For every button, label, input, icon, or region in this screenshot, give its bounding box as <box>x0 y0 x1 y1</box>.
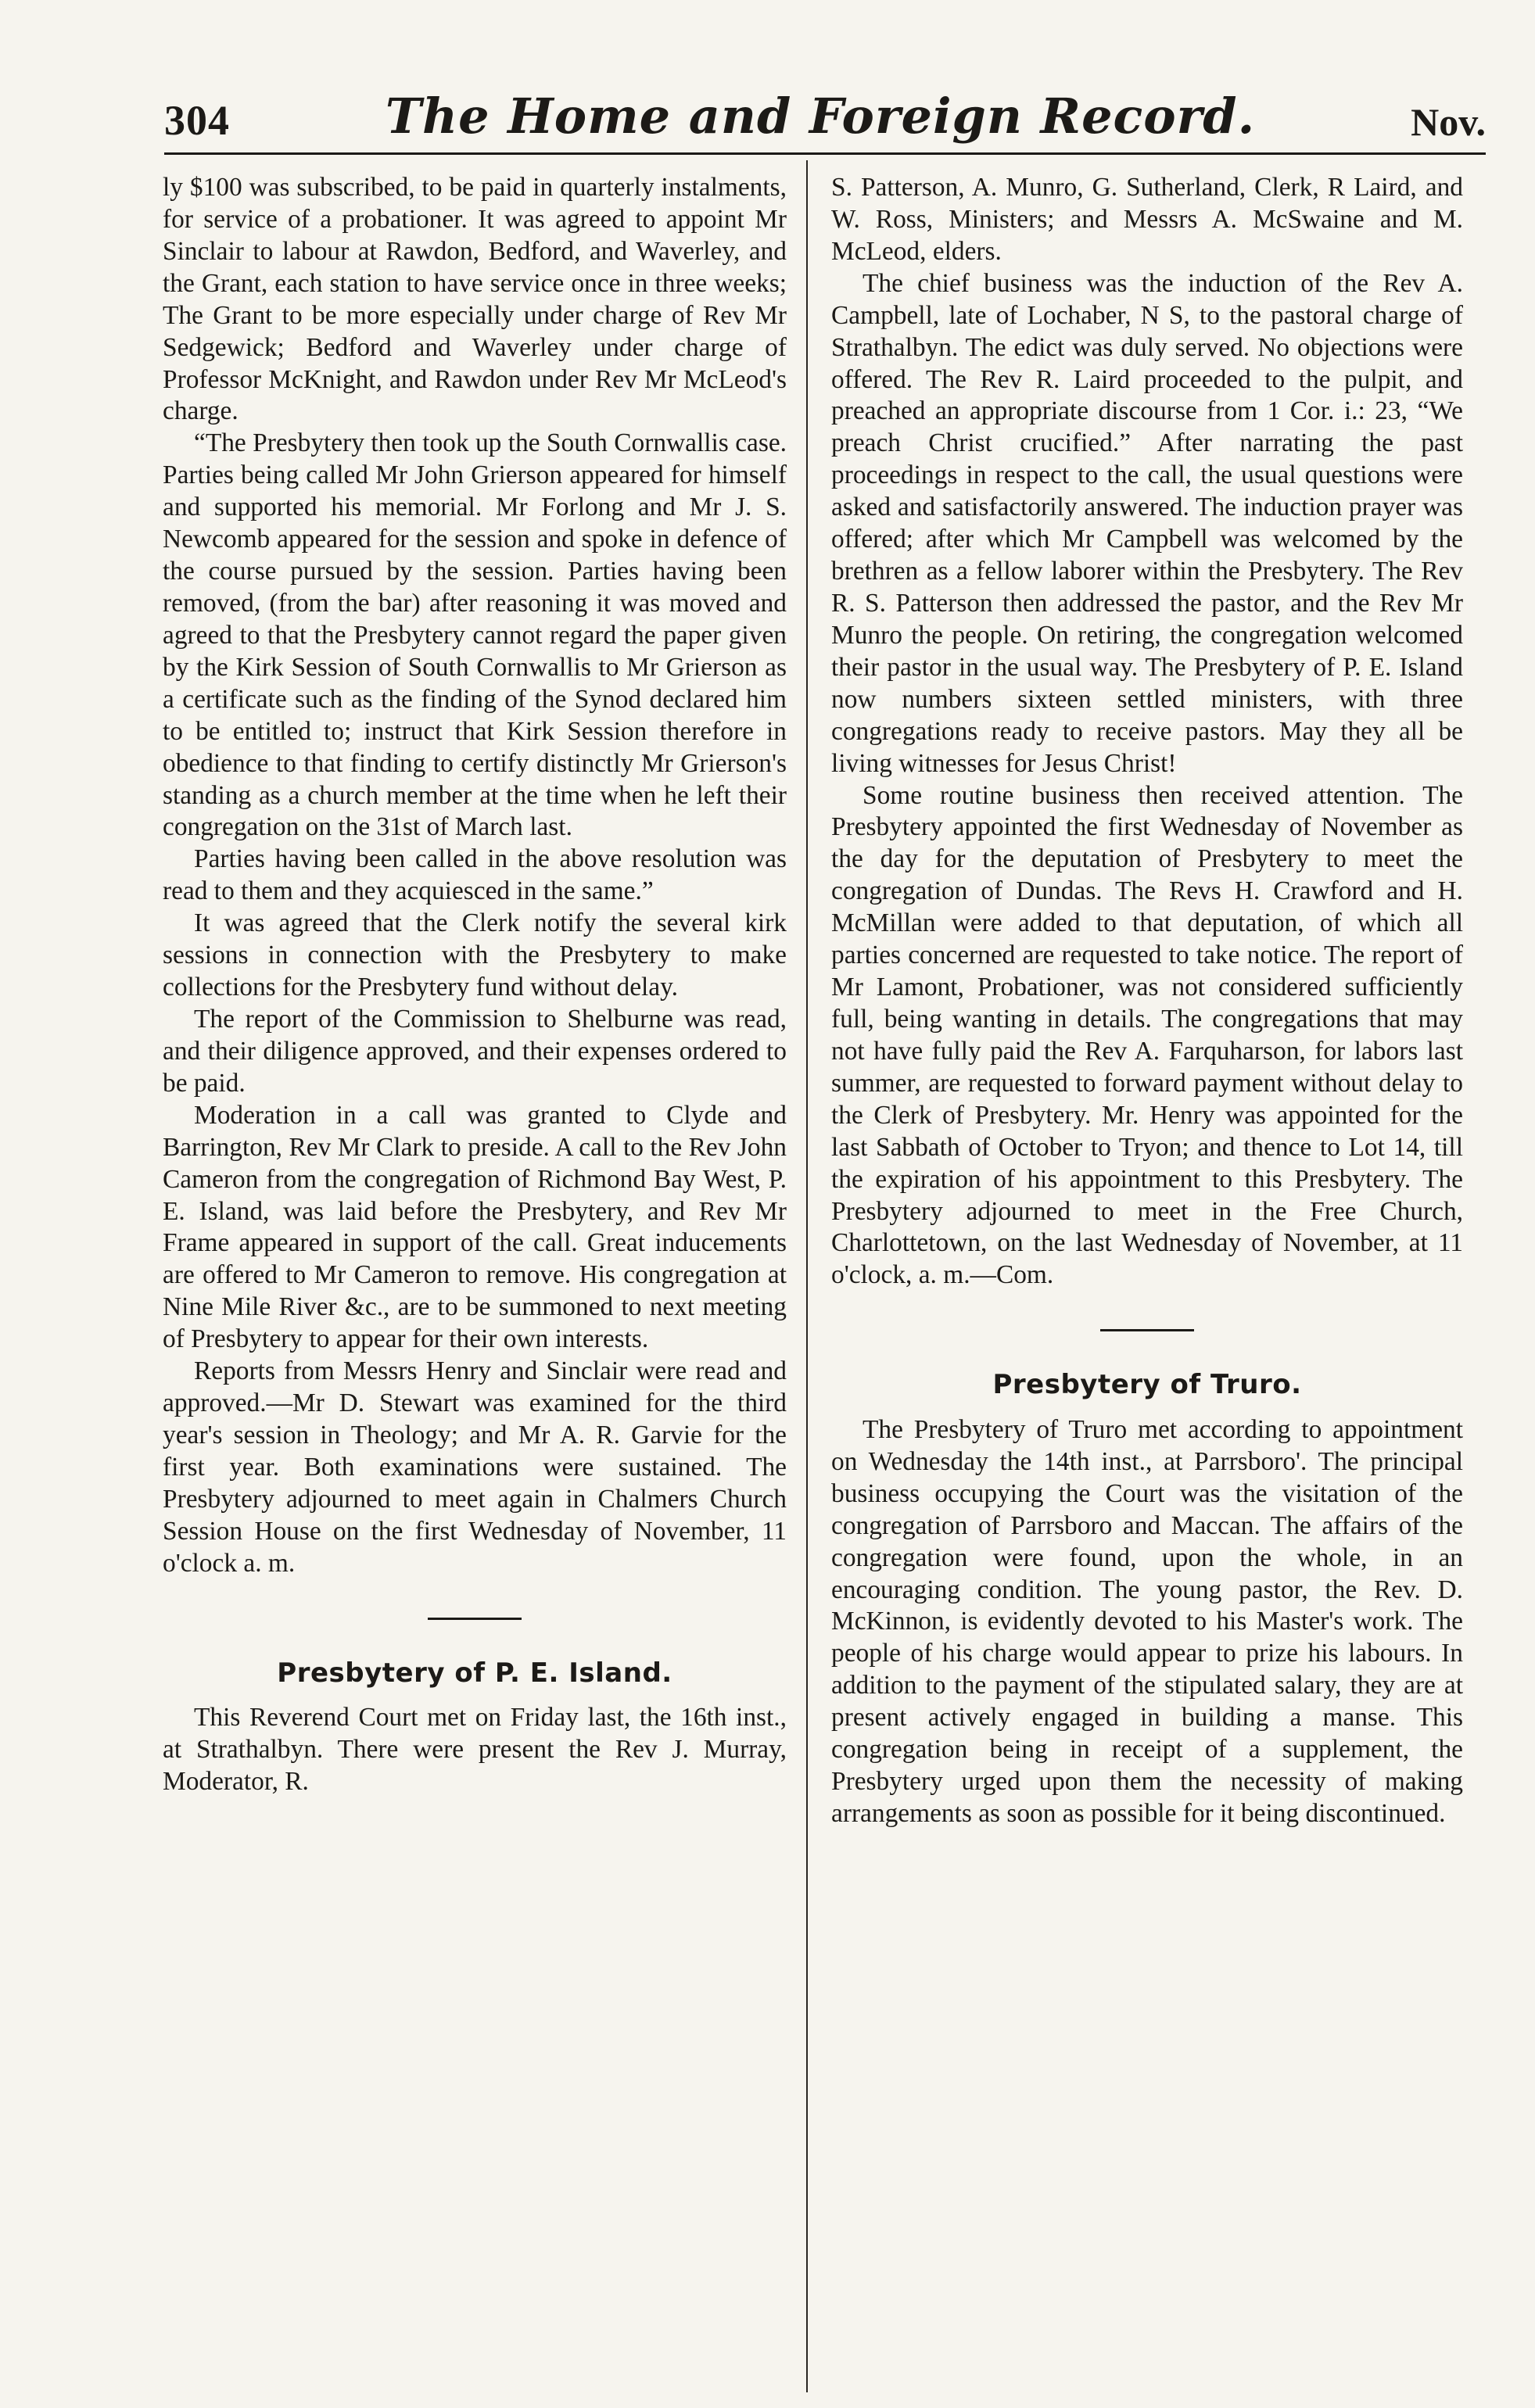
page-number: 304 <box>164 97 230 144</box>
paragraph: Moderation in a call was granted to Clyde and Barrington, Rev Mr Clark to preside. A call to the Rev John Cameron from the congregation of Richmond Bay West, P. E. Island, was laid before the Presbytery, and Rev Mr Frame appeared in support of the call. Great inducements are offered to Mr Cameron to remove. His congregation at Nine Mile River &c., are to be summoned to next meeting of Presbytery to appear for their own interests. <box>163 1100 787 1354</box>
paragraph: ly $100 was subscribed, to be paid in quarterly instalments, for service of a probationer. It was agreed to appoint Mr Sinclair to labour at Rawdon, Bedford, and Waverley, and the Grant, each station to have service once in three weeks; The Grant to be more especially under charge of Rev Mr Sedgewick; Bedford and Waverley under charge of Professor McKnight, and Rawdon under Rev Mr McLeod's charge. <box>163 173 787 426</box>
section-heading: Presbytery of P. E. Island. <box>277 1657 672 1689</box>
journal-title: The Home and Foreign Record. <box>385 88 1256 145</box>
page-header <box>164 84 1486 155</box>
paragraph: The chief business was the induction of the Rev A. Campbell, late of Lochaber, N S, to the pastoral charge of Strathalbyn. The edict was duly served. No objections were offered. The Rev R. Laird proceeded to the pulpit, and preached an appropriate discourse from 1 Cor. i.: 23, “We preach Christ crucified.” After narrating the past proceedings in respect to the call, the usual questions were asked and satisfactorily answered. The induction prayer was offered; after which Mr Campbell was welcomed by the brethren as a fellow laborer within the Presbytery. The Rev R. S. Patterson then addressed the pastor, and the Rev Mr Munro the people. On retiring, the congregation welcomed their pastor in the usual way. The Presbytery of P. E. Island now numbers sixteen settled ministers, with three congregations ready to receive pastors. May they all be living witnesses for Jesus Christ! <box>831 268 1463 778</box>
section-rule <box>1100 1329 1194 1331</box>
paragraph: This Reverend Court met on Friday last, the 16th inst., at Strathalbyn. There were present the Rev J. Murray, Moderator, R. <box>163 1703 787 1797</box>
issue-month: Nov. <box>1411 100 1486 144</box>
paragraph: It was agreed that the Clerk notify the several kirk sessions in connection with the Presbytery to make collections for the Presbytery fund without delay. <box>163 908 787 1002</box>
paragraph: The report of the Commission to Shelburne was read, and their diligence approved, and their expenses ordered to be paid. <box>163 1004 787 1098</box>
left-column <box>163 172 787 1798</box>
section-rule <box>428 1618 522 1620</box>
paragraph: Reports from Messrs Henry and Sinclair were read and approved.—Mr D. Stewart was examined for the third year's session in Theology; and Mr A. R. Garvie for the first year. Both examinations were sustained. The Presbytery adjourned to meet again in Chalmers Church Session House on the first Wednesday of November, 11 o'clock a. m. <box>163 1356 787 1578</box>
section-heading: Presbytery of Truro. <box>992 1369 1302 1401</box>
paragraph: S. Patterson, A. Munro, G. Sutherland, Clerk, R Laird, and W. Ross, Ministers; and Messrs A. McSwaine and M. McLeod, elders. <box>831 173 1463 266</box>
paragraph: Parties having been called in the above resolution was read to them and they acquiesced in the same.” <box>163 844 787 906</box>
paragraph: Some routine business then received attention. The Presbytery appointed the first Wednesday of November as the day for the deputation of Presbytery to meet the congregation of Dundas. The Revs H. Crawford and H. McMillan were added to that deputation, of which all parties concerned are requested to take notice. The report of Mr Lamont, Probationer, was not considered sufficiently full, being wanting in details. The congregations that may not have fully paid the Rev A. Farquharson, for labors last summer, are requested to forward payment without delay to the Clerk of Presbytery. Mr. Henry was appointed for the last Sabbath of October to Tryon; and thence to Lot 14, till the expiration of his appointment to this Presbytery. The Presbytery adjourned to meet in the Free Church, Charlottetown, on the last Wednesday of November, at 11 o'clock, a. m.—Com. <box>831 780 1463 1290</box>
paragraph: The Presbytery of Truro met according to appointment on Wednesday the 14th inst., at Parrsboro'. The principal business occupying the Court was the visitation of the congregation of Parrsboro and Maccan. The affairs of the congregation were found, upon the whole, in an encouraging condition. The young pastor, the Rev. D. McKinnon, is evidently devoted to his Master's work. The people of his charge would appear to prize his labours. In addition to the payment of the stipulated salary, they are at present actively engaged in building a manse. This congregation being in receipt of a supplement, the Presbytery urged upon them the necessity of making arrangements as soon as possible for it being discontinued. <box>831 1414 1463 1828</box>
right-column <box>831 172 1463 1830</box>
paragraph: “The Presbytery then took up the South Cornwallis case. Parties being called Mr John Grierson appeared for himself and supported his memorial. Mr Forlong and Mr J. S. Newcomb appeared for the session and spoke in defence of the course pursued by the session. Parties having been removed, (from the bar) after reasoning it was moved and agreed to that the Presbytery cannot regard the paper given by the Kirk Session of South Cornwallis to Mr Grierson as a certificate such as the finding of the Synod declared him to be entitled to; instruct that Kirk Session therefore in obedience to that finding to certify distinctly Mr Grierson's standing as a church member at the time when he left their congregation on the 31st of March last. <box>163 428 787 842</box>
column-divider <box>806 160 808 2392</box>
